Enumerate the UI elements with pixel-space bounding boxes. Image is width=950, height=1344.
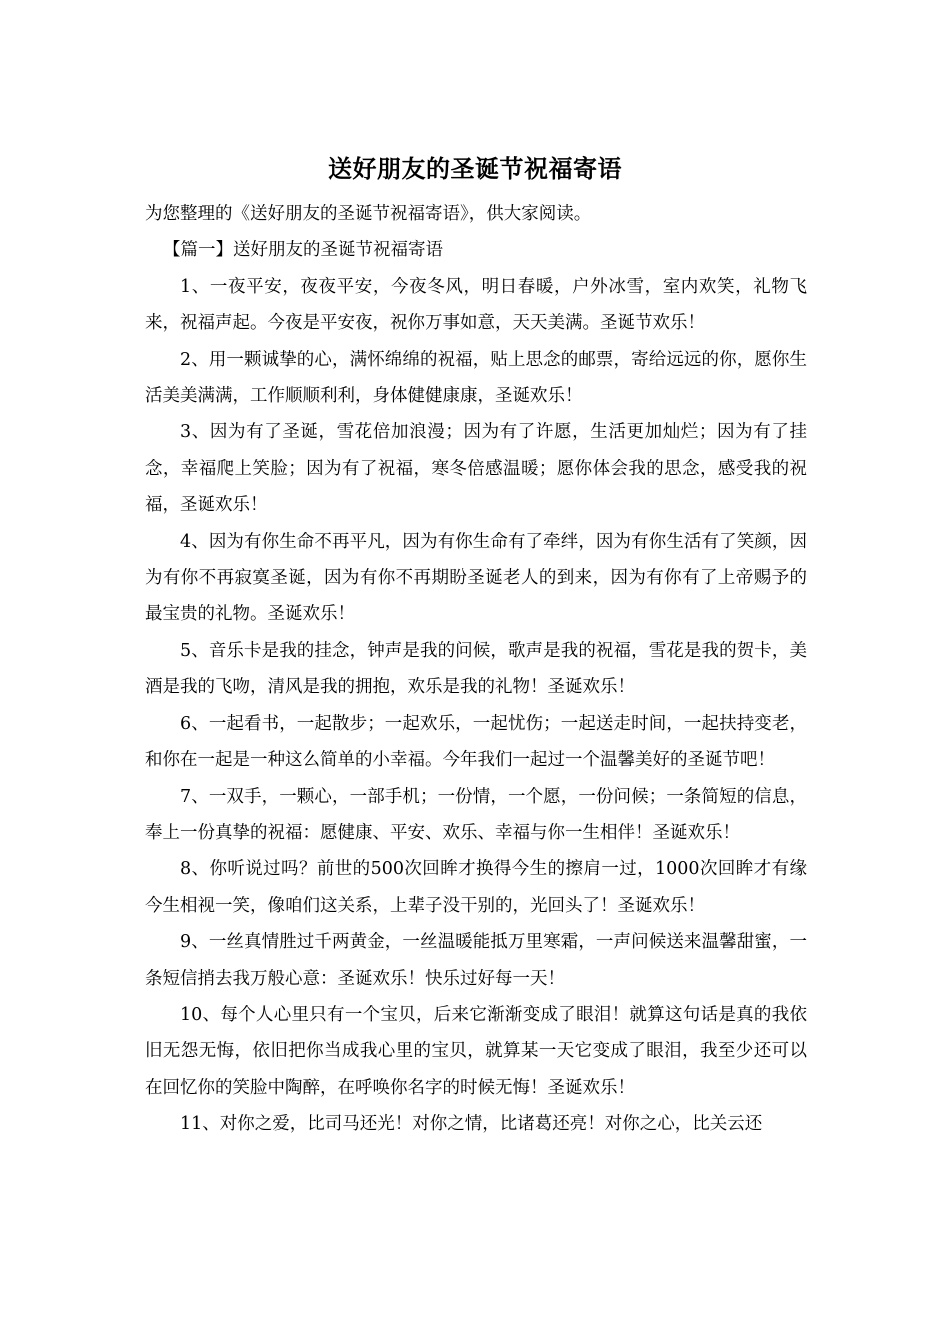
greeting-item-8: 8、你听说过吗？前世的500次回眸才换得今生的擦肩一过，1000次回眸才有缘今生相视一笑，像咱们这关系，上辈子没干别的，光回头了！圣诞欢乐！: [145, 859, 807, 916]
greeting-item-3: 3、因为有了圣诞，雪花倍加浪漫；因为有了许愿，生活更加灿烂；因为有了挂念，幸福爬上笑脸；因为有了祝福，寒冬倍感温暖；愿你体会我的思念，感受我的祝福，圣诞欢乐！: [145, 422, 807, 516]
greeting-item-10: 10、每个人心里只有一个宝贝，后来它渐渐变成了眼泪！就算这句话是真的我依旧无怨无悔，依旧把你当成我心里的宝贝，就算某一天它变成了眼泪，我至少还可以在回忆你的笑脸中陶醉，在呼唤你名字的时候无悔！圣诞欢乐！: [145, 1004, 807, 1098]
greeting-item-7: 7、一双手，一颗心，一部手机；一份情，一个愿，一份问候；一条简短的信息，奉上一份真挚的祝福：愿健康、平安、欢乐、幸福与你一生相伴！圣诞欢乐！: [145, 786, 807, 843]
greeting-item-11: 11、对你之爱，比司马还光！对你之情，比诸葛还亮！对你之心，比关云还: [180, 1114, 763, 1135]
greeting-item-2: 2、用一颗诚挚的心，满怀绵绵的祝福，贴上思念的邮票，寄给远远的你，愿你生活美美满满，工作顺顺利利，身体健健康康，圣诞欢乐！: [145, 349, 807, 407]
document-title: 送好朋友的圣诞节祝福寄语: [328, 154, 622, 183]
greeting-item-9: 9、一丝真情胜过千两黄金，一丝温暖能抵万里寒霜，一声问候送来温馨甜蜜，一条短信捎去我万般心意：圣诞欢乐！快乐过好每一天！: [145, 932, 807, 989]
section-heading: 【篇一】送好朋友的圣诞节祝福寄语: [163, 240, 443, 261]
greeting-item-6: 6、一起看书，一起散步；一起欢乐，一起忧伤；一起送走时间，一起扶持变老，和你在一起是一种这么简单的小幸福。今年我们一起过一个温馨美好的圣诞节吧！: [145, 713, 807, 771]
greeting-item-4: 4、因为有你生命不再平凡，因为有你生命有了牵绊，因为有你生活有了笑颜，因为有你不再寂寞圣诞，因为有你不再期盼圣诞老人的到来，因为有你有了上帝赐予的最宝贵的礼物。圣诞欢乐！: [145, 531, 807, 625]
document-body: [145, 196, 807, 1143]
intro-paragraph: 为您整理的《送好朋友的圣诞节祝福寄语》，供大家阅读。: [145, 204, 592, 224]
greeting-item-5: 5、音乐卡是我的挂念，钟声是我的问候，歌声是我的祝福，雪花是我的贺卡，美酒是我的飞吻，清风是我的拥抱，欢乐是我的礼物！圣诞欢乐！: [145, 640, 807, 698]
greeting-item-1: 1、一夜平安，夜夜平安，今夜冬风，明日春暖，户外冰雪，室内欢笑，礼物飞来，祝福声起。今夜是平安夜，祝你万事如意，天天美满。圣诞节欢乐！: [145, 276, 807, 334]
